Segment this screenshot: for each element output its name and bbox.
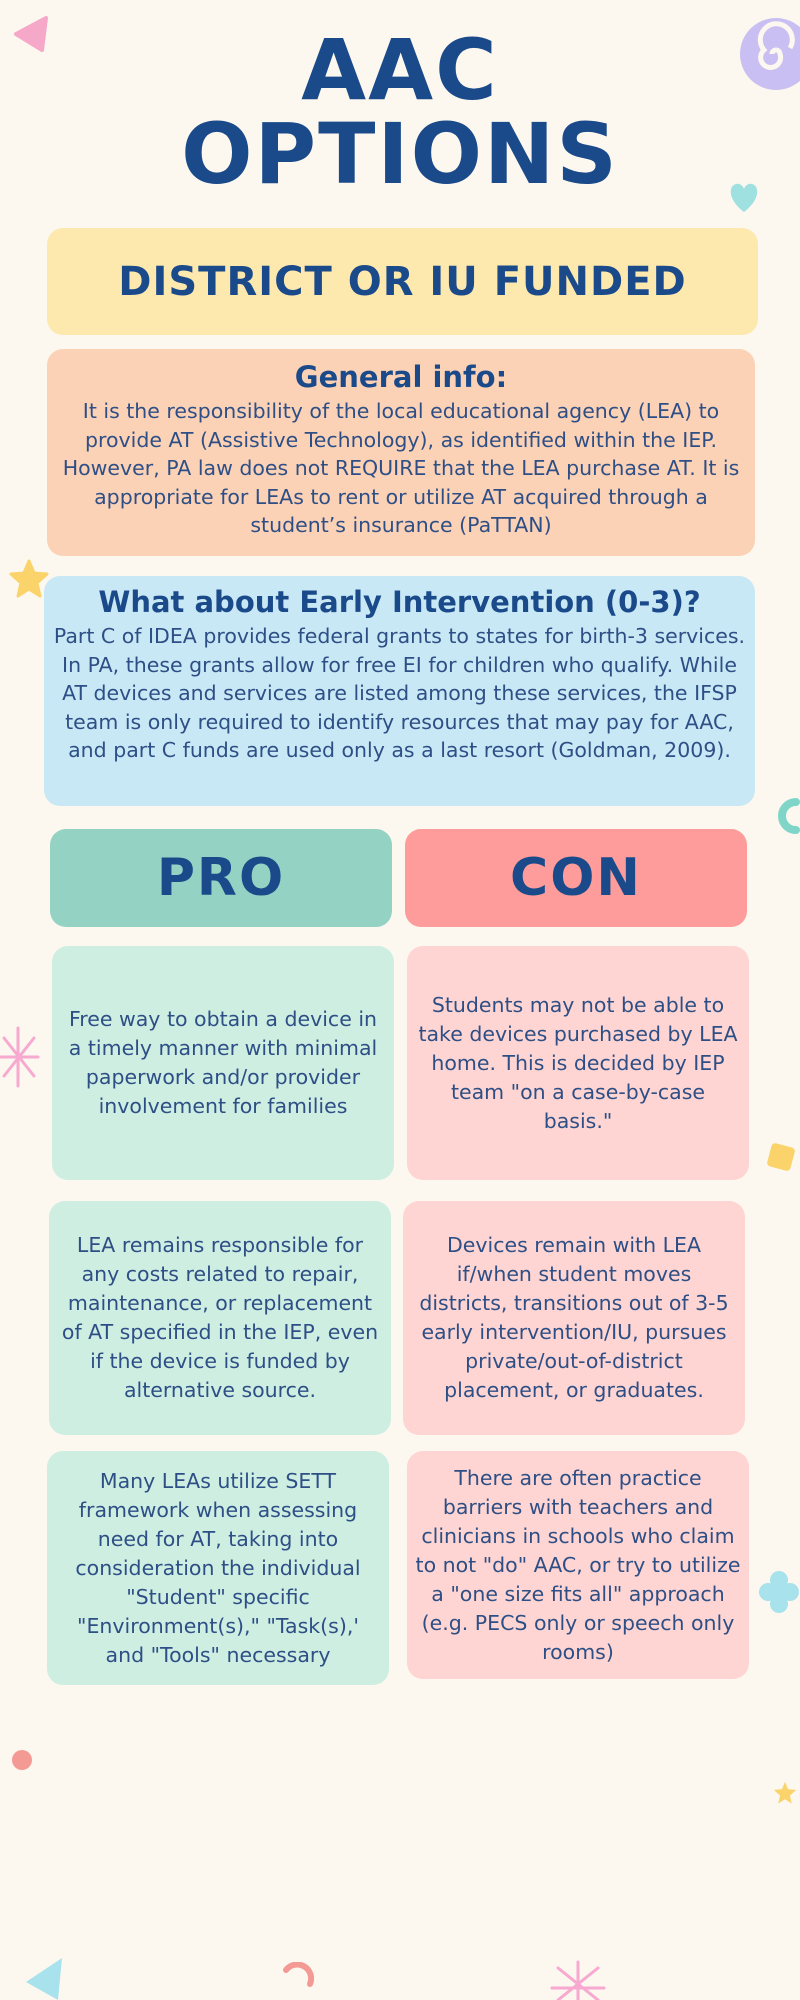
teal-arc-decoration <box>776 796 800 836</box>
blue-flower-decoration <box>758 1568 800 1616</box>
coral-dot-decoration <box>10 1748 34 1772</box>
con-header <box>405 829 747 927</box>
pro-label: PRO <box>156 848 286 908</box>
con-item-2 <box>403 1201 745 1435</box>
teal-triangle-decoration <box>22 1954 66 2000</box>
early-intervention-body: Part C of IDEA provides federal grants to states for birth-3 services. In PA, these grants allow for free EI for children who qualify. While AT devices and services are listed among these services, the IFSP team is only required to identify resources that may pay for AAC, and part C funds are used only as a last resort (Goldman, 2009). <box>53 624 746 762</box>
pro-item-text: Many LEAs utilize SETT framework when assessing need for AT, taking into consideration the individual "Student" specific "Environment(s)," "Task(s),' and "Tools" necessary <box>75 1468 361 1667</box>
small-yellow-star-decoration <box>772 1780 798 1806</box>
early-intervention-heading: What about Early Intervention (0-3)? <box>98 585 701 619</box>
general-info-body: It is the responsibility of the local educational agency (LEA) to provide AT (Assistive Technology), as identified within the IEP. However, PA law does not REQUIRE that the LEA purchase AT. It is appropriate for LEAs to rent or utilize AT acquired through a student’s insurance (PaTTAN) <box>62 399 740 537</box>
con-item-text: Students may not be able to take devices purchased by LEA home. This is decided by IEP team "on a case-by-case basis." <box>418 992 738 1133</box>
general-info-card <box>47 349 755 556</box>
page-title <box>0 21 800 203</box>
con-item-text: There are often practice barriers with teachers and clinicians in schools who claim to not "do" AAC, or try to utilize a "one size fits all" approach (e.g. PECS only or speech only rooms) <box>415 1465 741 1664</box>
funded-banner <box>47 228 758 335</box>
con-item-3 <box>407 1451 749 1679</box>
pink-sparkle-bottom-decoration <box>548 1958 608 2000</box>
pink-sparkle-decoration <box>0 1024 42 1090</box>
pro-item-text: Free way to obtain a device in a timely manner with minimal paperwork and/or provider involvement for families <box>68 1007 378 1118</box>
pro-item-3 <box>47 1451 389 1685</box>
title-line-1: AAC <box>301 21 499 119</box>
pro-item-2 <box>49 1201 391 1435</box>
funded-heading: DISTRICT OR IU FUNDED <box>118 258 687 305</box>
con-item-text: Devices remain with LEA if/when student moves districts, transitions out of 3-5 early intervention/IU, pursues private/out-of-district placement, or graduates. <box>419 1233 729 1402</box>
yellow-square-decoration <box>764 1140 798 1174</box>
pro-header <box>50 829 392 927</box>
con-item-1 <box>407 946 749 1180</box>
pro-item-1 <box>52 946 394 1180</box>
early-intervention-card <box>44 576 755 806</box>
title-line-2: OPTIONS <box>181 105 619 203</box>
pro-item-text: LEA remains responsible for any costs related to repair, maintenance, or replacement of AT specified in the IEP, even if the device is funded by alternative source. <box>61 1233 379 1402</box>
general-info-heading: General info: <box>294 360 508 394</box>
coral-arc-decoration <box>282 1962 314 1988</box>
con-label: CON <box>510 848 642 908</box>
